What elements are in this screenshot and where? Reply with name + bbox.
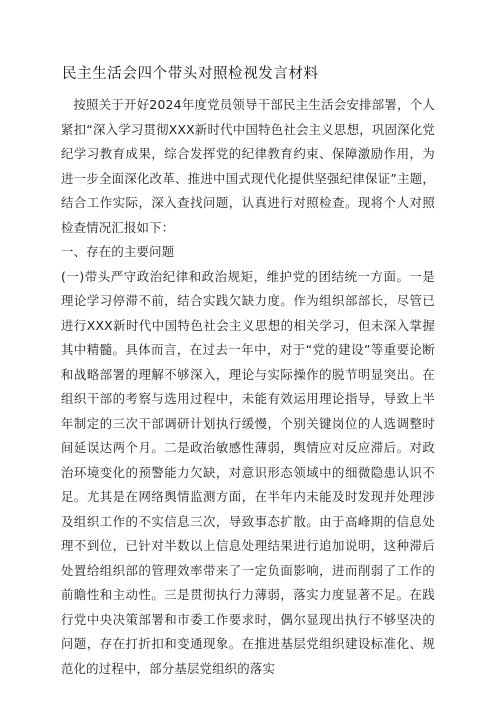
document-title: 民主生活会四个带头对照检视发言材料 [62, 66, 319, 82]
section-heading: 一、存在的主要问题 [61, 244, 175, 259]
intro-paragraph: 按照关于开好2024年度党员领导干部民主生活会安排部署，个人紧扣“深入学习贯彻XXX新时代中国特色社会主义思想，巩固深化党纪学习教育成果，综合发挥党的纪律教育约束、保障激励作用，为进一步全面深化改革、推进中国式现代化提供坚强纪律保证”主题，结合工作实际，深入查找问题，认真进行对照检查。现将个人对照检查情况汇报如下： [61, 97, 435, 235]
document-body [61, 93, 435, 681]
subsection-paragraph: (一)带头严守政治纪律和政治规矩，维护党的团结统一方面。一是理论学习停滞不前，结合实践欠缺力度。作为组织部部长，尽管已进行XXX新时代中国特色社会主义思想的相关学习，但未深入掌握其中精髓。具体而言，在过去一年中，对于“党的建设”等重要论断和战略部署的理解不够深入，理论与实际操作的脱节明显突出。在组织干部的考察与选用过程中，未能有效运用理论指导，导致上半年制定的三次干部调研计划执行缓慢，个别关键岗位的人选调整时间延误达两个月。二是政治敏感性薄弱，舆情应对反应滞后。对政治环境变化的预警能力欠缺，对意识形态领域中的细微隐患认识不足。尤其是在网络舆情监测方面，在半年内未能及时发现并处理涉及组织工作的不实信息三次，导致事态扩散。由于高峰期的信息处理不到位，已针对半数以上信息处理结果进行追加说明，这种滞后处置给组织部的管理效率带来了一定负面影响，进而削弱了工作的前瞻性和主动性。三是贯彻执行力薄弱，落实力度显著不足。在践行党中央决策部署和市委工作要求时，偶尔显现出执行不够坚决的问题，存在打折扣和变通现象。在推进基层党组织建设标准化、规范化的过程中，部分基层党组织的落实 [61, 268, 435, 676]
